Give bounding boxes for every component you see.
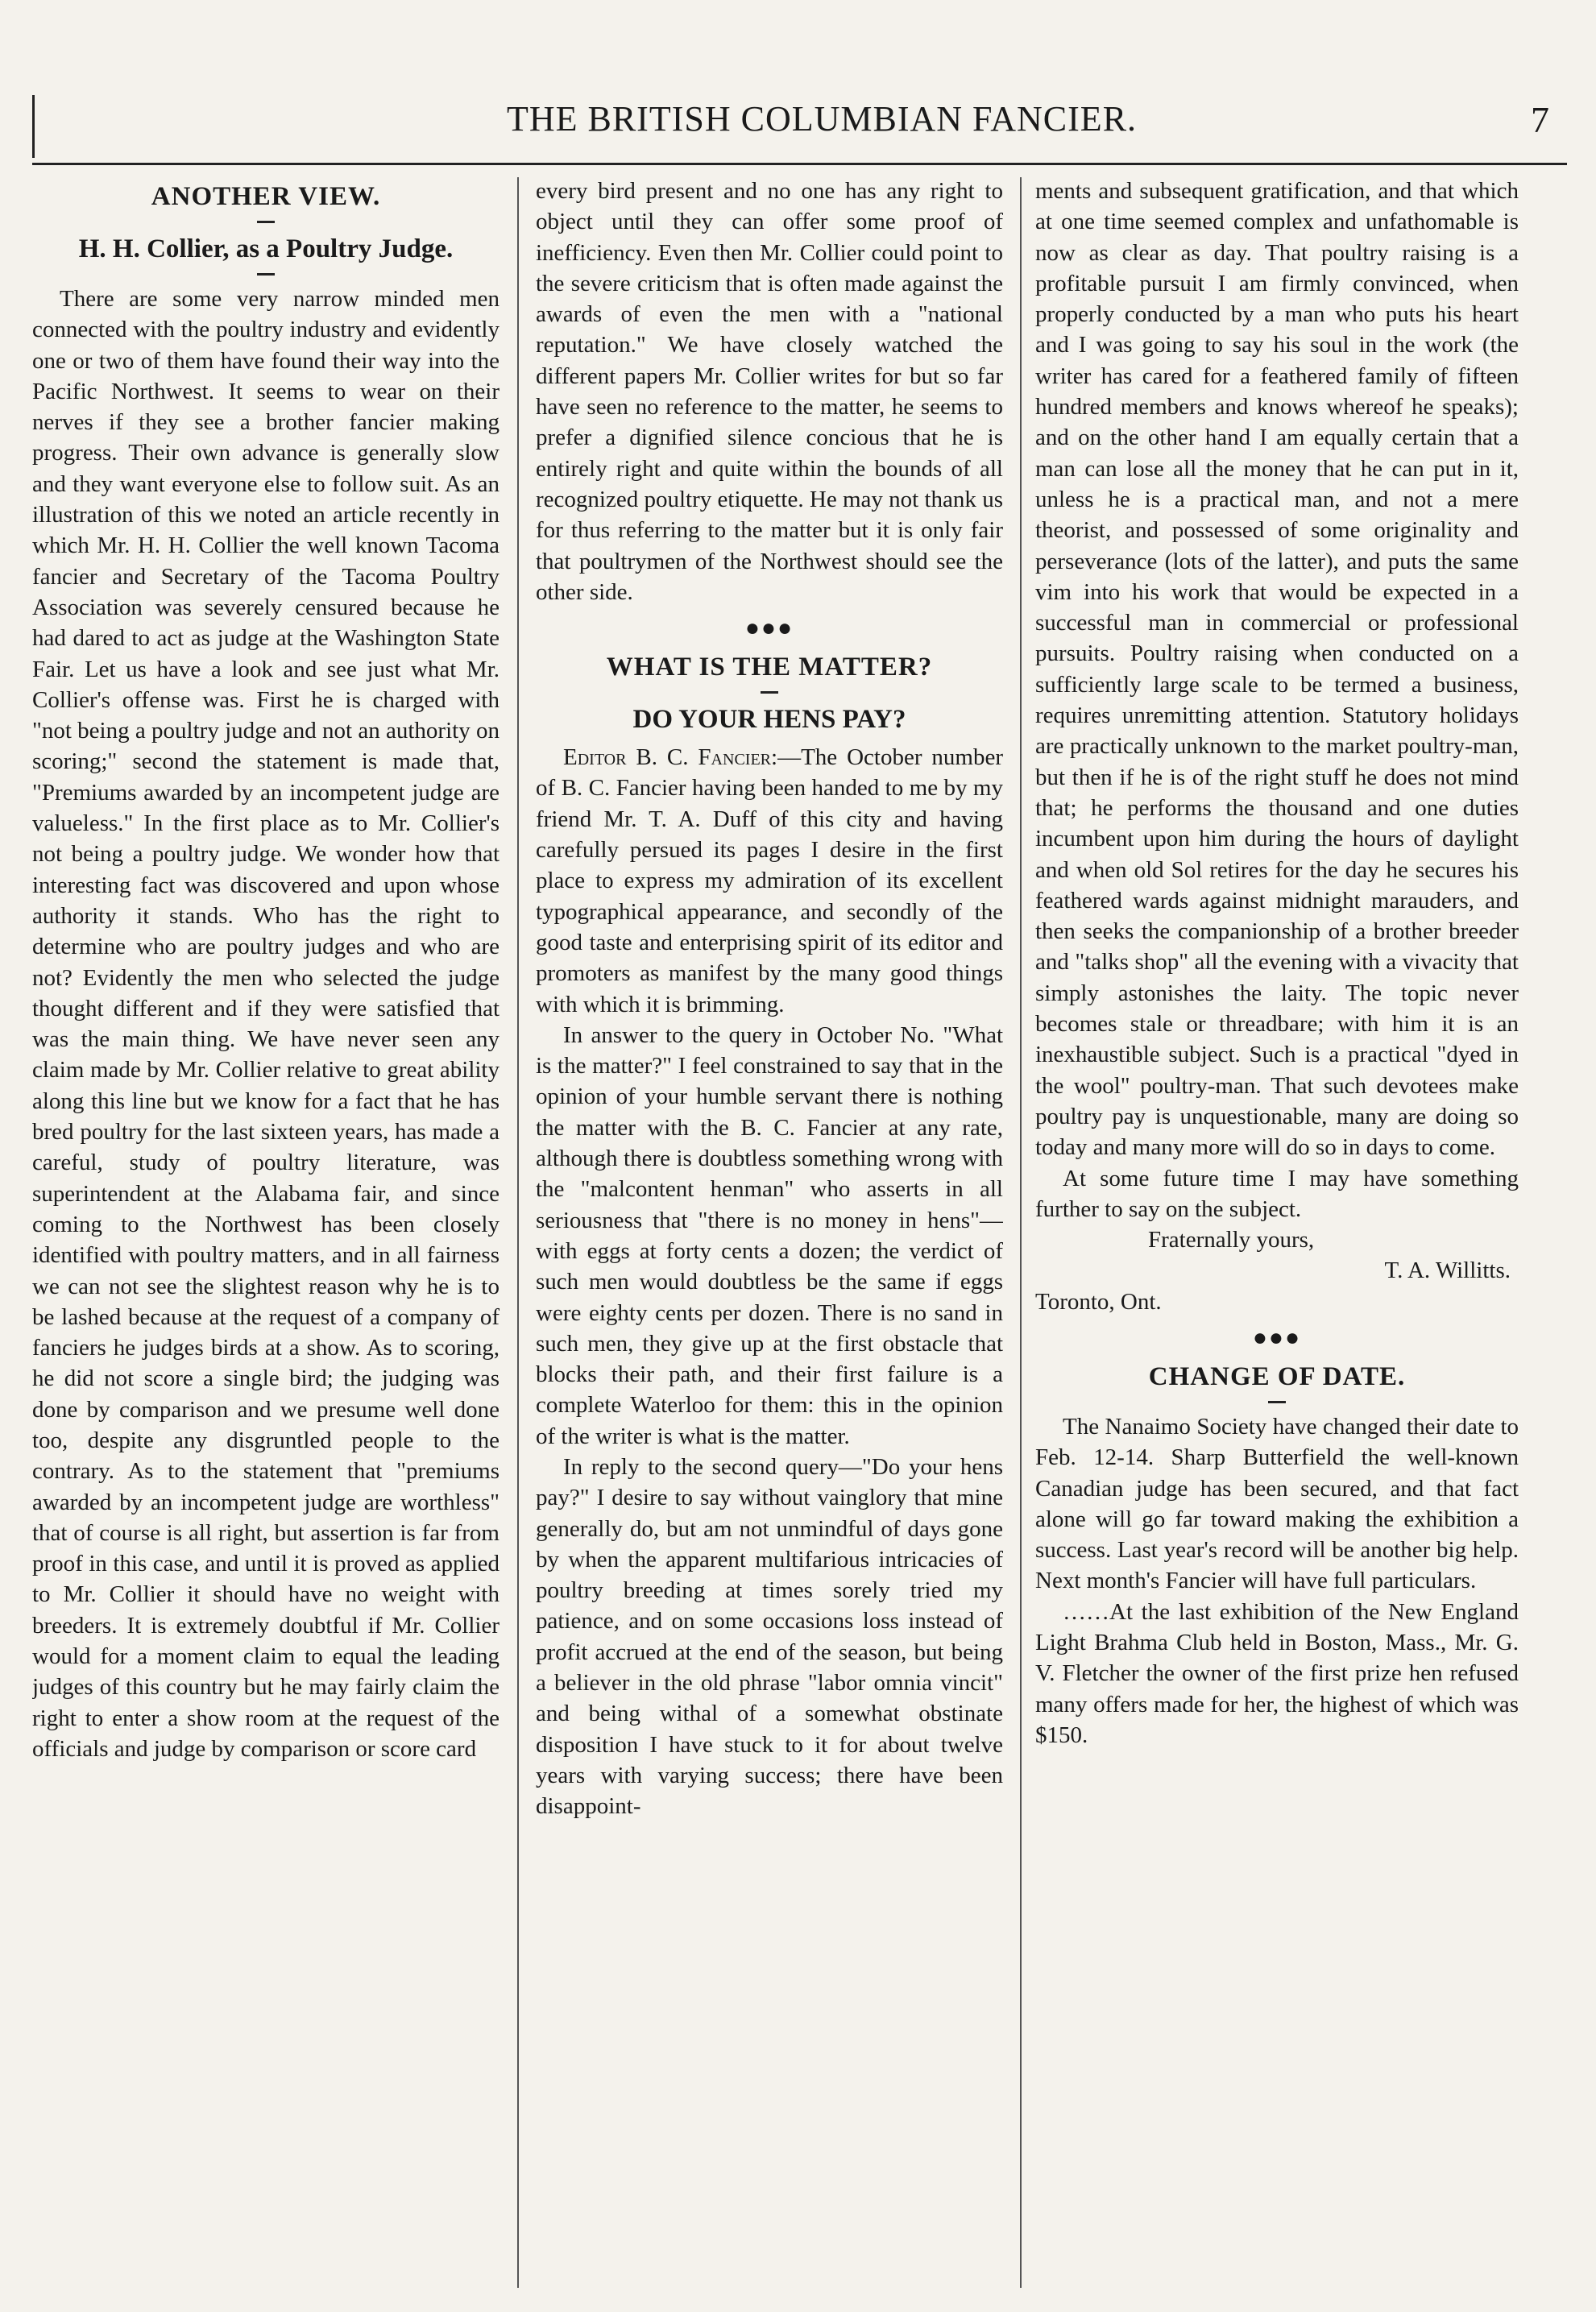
column-2 xyxy=(536,176,1003,2286)
letter-paragraph-3: In reply to the second query—"Do your hens pay?" I desire to say without vainglory that mine generally do, but am not unmindful of days gone by when the apparent multifarious intricacies of poultry breeding at times sorely tried my patience, and on some occasions loss instead of profit accrued at the end of the season, but being a believer in the old phrase "labor omnia vincit" and being withal of a somewhat obstinate disposition I have stuck to it for about twelve years with varying success; there have been disappoint- xyxy=(536,1453,1003,1820)
column-divider-2 xyxy=(1020,177,1022,2288)
letter-paragraph-1 xyxy=(536,742,1003,1020)
letter-paragraph-1-text: —The October number of B. C. Fancier having been handed to me by my friend Mr. T. A. Duff of this city and having carefully persued its pages I desire in the first place to express my admiration of its excellent typographical appearance, and secondly of the good taste and enterprising spirit of its editor and promoters as manifest by the many good things with which it is brimming. xyxy=(536,744,1003,1017)
article-subtitle-collier: H. H. Collier, as a Poultry Judge. xyxy=(78,234,454,263)
page-number: 7 xyxy=(1531,99,1549,140)
letter-paragraph-2: In answer to the query in October No. "What is the matter?" I feel constrained to say that in the opinion of your humble servant there is nothing the matter with the B. C. Fancier at any rate, although there is doubtless something wrong with the "malcontent henman" who asserts in all seriousness that "there is no money in hens"—with eggs at forty cents a dozen; the verdict of such men would doubtless be the same if eggs were eighty cents per dozen. There is no sand in such men, they give up at the first obstacle that blocks their path, and their first failure is a complete Waterloo for them: this in the opinion of the writer is what is the matter. xyxy=(536,1021,1003,1449)
ornament-divider: ●●● xyxy=(1252,1324,1302,1351)
letter-paragraph-3-continued: ments and subsequent gratification, and that which at one time seemed complex and unfathomable is now as clear as day. That poultry raising is a profitable pursuit I am firmly convinced, when properly conducted by a man who puts his heart and I was going to say his soul in the work (the writer has cared for a feathered family of fifteen hundred members and knows whereof he speaks); and on the other hand I am equally certain that a man can lose all the money that he can put in it, unless he is a practical man, and not a mere theorist, and possessed of some originality and perseverance (lots of the latter), and puts the same vim into his work that would be expected in a successful man in commercial or professional pursuits. Poultry raising when conducted on a sufficiently large scale to be termed a business, requires unremitting attention. Statutory holidays are practically unknown to the market poultry-man, but then if he is of the right stuff he does not mind that; he performs the thousand and one duties incumbent upon him during the hours of daylight and when old Sol retires for the day he secures his feathered wards against midnight marauders, and then seeks the companionship of a brother breeder and "talks shop" all the evening with a vivacity that simply astonishes the laity. The topic never becomes stale or threadbare; with him it is an inexhaustible subject. Such is a practical "dyed in the wool" poultry-man. That such devotees make poultry pay is unquestionable, many are doing so today and many more will do so in days to come. xyxy=(1035,178,1519,1161)
letter-signature: T. A. Willitts. xyxy=(1384,1258,1511,1284)
column-divider-1 xyxy=(517,177,519,2288)
header-rule xyxy=(32,163,1567,165)
subtitle-dash xyxy=(257,273,275,276)
header-left-rule xyxy=(32,95,35,158)
article-title-change-of-date: CHANGE OF DATE. xyxy=(1148,1361,1406,1391)
ornament-divider: ●●● xyxy=(744,615,794,642)
article-body-another-view-continued: every bird present and no one has any right to object until they can offer some proof of inefficiency. Even then Mr. Collier could point to the severe criticism that is often made against the awards of even the men with a "national reputation." We have closely watched the different papers Mr. Collier writes for but so far have seen no reference to the matter, he seems to prefer a dignified silence concious that he is entirely right and quite within the bounds of all recognized poultry etiquette. He may not thank us for thus referring to the matter but it is only fair that poultrymen of the Northwest should see the other side. xyxy=(536,178,1003,605)
article-subtitle-hens-pay: DO YOUR HENS PAY? xyxy=(632,705,906,735)
letter-salutation: Editor B. C. Fancier: xyxy=(563,744,778,771)
column-3 xyxy=(1035,176,1519,2286)
title-dash xyxy=(257,221,275,223)
letter-place: Toronto, Ont. xyxy=(1035,1288,1162,1315)
title-dash xyxy=(1268,1401,1286,1403)
article-title-what-is-the-matter: WHAT IS THE MATTER? xyxy=(606,653,933,682)
article-body-another-view: There are some very narrow minded men connected with the poultry industry and evidently one or two of them have found their way into the Pacific Northwest. It seems to wear on their nerves if they see a brother fancier making progress. Their own advance is generally slow and they want everyone else to follow suit. As an illustration of this we noted an article recently in which Mr. H. H. Collier the well known Tacoma fancier and Secretary of the Tacoma Poultry Association was severely censured because he had dared to act as judge at the Washington State Fair. Let us have a look and see just what Mr. Collier's offense was. First he is charged with "not being a poultry judge and not an authority on scoring;" second the statement is made that, "Premiums awarded by an incompetent judge are valueless." In the first place as to Mr. Collier's not being a poultry judge. We wonder how that interesting fact was discovered and upon whose authority it stands. Who has the right to determine who are poultry judges and who are not? Evidently the men who selected the judge thought different and if they were satisfied that was the main thing. We have never seen any claim made by Mr. Collier relative to great ability along this line but we know for a fact that he has bred poultry for the last sixteen years, has made a careful, study of poultry literature, was superintendent at the Alabama fair, and since coming to the Northwest has been closely identified with poultry matters, and in all fairness we can not see the slightest reason why he is to be lashed because at the request of a company of fanciers he judges birds at a show. As to scoring, he did not score a single bird; the judging was done by comparison and we presume well done too, despite any disgruntled people to the contrary. As to the statement that "premiums awarded by an incompetent judge are worthless" that of course is all right, but assertion is far from proof in this case, and until it is proved as applied to Mr. Collier it should have no weight with breeders. It is extremely doubtful if Mr. Collier would for a moment claim to equal the leading judges of this country but he may fairly claim the right to enter a show room at the request of the officials and judge by comparison or score card xyxy=(32,286,500,1762)
running-head: THE BRITISH COLUMBIAN FANCIER. xyxy=(506,99,1138,139)
article-title-another-view: ANOTHER VIEW. xyxy=(151,182,381,211)
change-of-date-paragraph-2: ……At the last exhibition of the New England Light Brahma Club held in Boston, Mass., Mr. G. V. Fletcher the owner of the first prize hen refused many offers made for her, the highest of which was $150. xyxy=(1035,1598,1519,1748)
title-dash xyxy=(761,691,778,694)
column-1 xyxy=(32,176,500,2286)
change-of-date-paragraph-1: The Nanaimo Society have changed their date to Feb. 12-14. Sharp Butterfield the well-known Canadian judge has been secured, and that fact alone will go far toward making the exhibition a success. Last year's record will be another big help. Next month's Fancier will have full particulars. xyxy=(1035,1413,1519,1594)
page-header xyxy=(32,95,1567,168)
letter-closing: Fraternally yours, xyxy=(1148,1227,1315,1253)
letter-paragraph-4: At some future time I may have something further to say on the subject. xyxy=(1035,1165,1519,1222)
